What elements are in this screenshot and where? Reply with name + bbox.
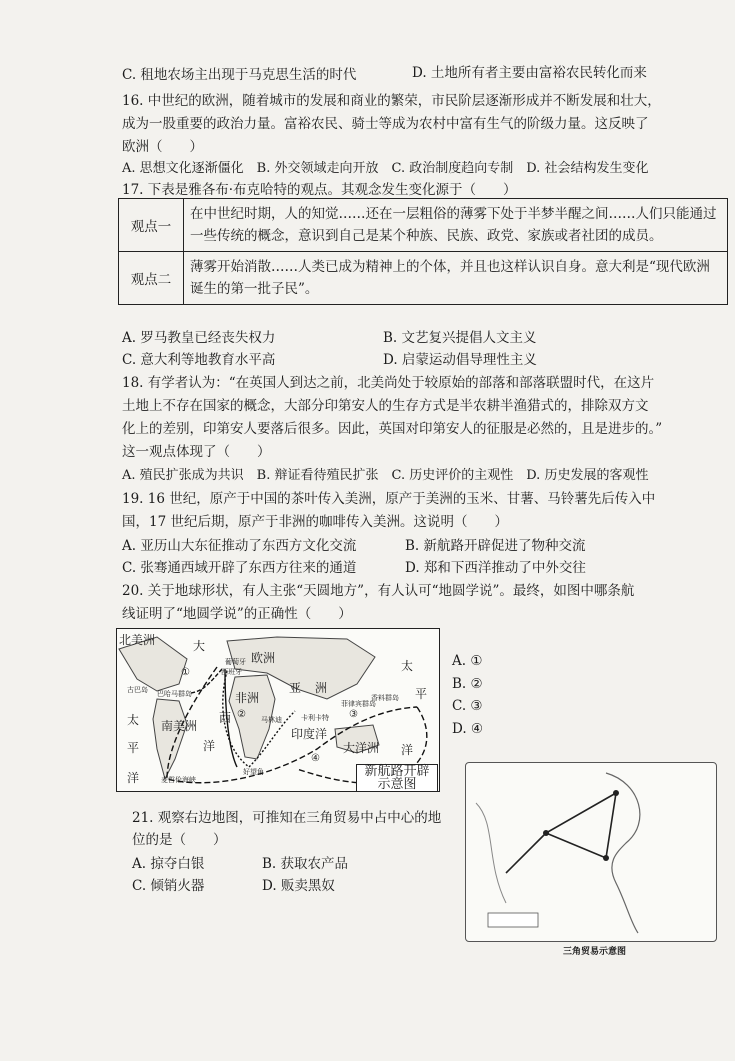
q20-option-a[interactable]: A. ① xyxy=(452,653,483,669)
map-label-philippines: 菲律宾群岛 xyxy=(341,700,376,708)
map-label-tai-right: 太 xyxy=(401,659,414,673)
map-title-line2: 示意图 xyxy=(377,777,417,792)
coastline-africa xyxy=(606,773,640,933)
q17-option-d[interactable]: D. 启蒙运动倡导理性主义 xyxy=(383,352,537,368)
map-label-yang-mid: 洋 xyxy=(203,739,216,753)
q19-option-a[interactable]: A. 亚历山大东征推动了东西方文化交流 xyxy=(122,538,357,554)
q19-option-b[interactable]: B. 新航路开辟促进了物种交流 xyxy=(405,538,586,554)
south-america-shape xyxy=(153,699,187,779)
triangular-trade-map xyxy=(465,762,717,942)
q15-option-d[interactable]: D. 土地所有者主要由富裕农民转化而来 xyxy=(412,65,647,81)
q20-option-d[interactable]: D. ④ xyxy=(452,721,484,737)
europe-node xyxy=(613,790,619,796)
map-label-asia-b: 洲 xyxy=(315,681,328,695)
q21-option-d[interactable]: D. 贩卖黑奴 xyxy=(262,878,335,894)
map-label-south-america: 南美洲 xyxy=(161,719,198,733)
map-label-magellan-strait: 麦哲伦海峡 xyxy=(161,776,196,784)
q20-stem-line2: 线证明了“地圆学说”的正确性（ ） xyxy=(122,606,352,622)
map-legend-box xyxy=(488,913,538,927)
africa-node xyxy=(603,855,609,861)
q17-option-a[interactable]: A. 罗马教皇已经丧失权力 xyxy=(122,330,276,346)
table-row xyxy=(119,252,728,305)
map-label-calicut: 卡利卡特 xyxy=(301,714,329,722)
map-label-moluccas: 香料群岛 xyxy=(371,694,399,702)
q16-stem-line3: 欧洲（ ） xyxy=(122,139,203,155)
map-label-indian-ocean: 印度洋 xyxy=(291,727,328,741)
q21-option-b[interactable]: B. 获取农产品 xyxy=(262,856,349,872)
map-label-asia-a: 亚 xyxy=(289,681,302,695)
q20-option-c[interactable]: C. ③ xyxy=(452,698,483,714)
map-label-portugal: 葡萄牙 xyxy=(225,658,246,666)
q16-stem-line1: 16. 中世纪的欧洲，随着城市的发展和商业的繁荣，市民阶层逐渐形成并不断发展和壮大， xyxy=(122,93,661,109)
map-label-africa: 非洲 xyxy=(235,691,260,705)
map-label-yang-left: 洋 xyxy=(127,771,140,785)
route-marker-3: ③ xyxy=(349,709,358,720)
trade-arrow-west xyxy=(506,833,546,873)
q20-option-b[interactable]: B. ② xyxy=(452,676,483,692)
map-label-bahamas: 巴哈马群岛 xyxy=(157,690,192,698)
map-title-box xyxy=(356,764,438,792)
q19-stem-line1: 19. 16 世纪，原产于中国的茶叶传入美洲，原产于美洲的玉米、甘薯、马铃薯先后传入中 xyxy=(122,491,656,507)
table-row xyxy=(119,199,728,252)
viewpoint-2-label: 观点二 xyxy=(119,252,184,305)
q18-stem-line2: 土地上不存在国家的概念，大部分印第安人的生存方式是半农耕半渔猎式的，排除双方文 xyxy=(122,398,649,414)
map-label-ping-left: 平 xyxy=(127,741,140,755)
q18-stem-line4: 这一观点体现了（ ） xyxy=(122,444,271,460)
q17-option-c[interactable]: C. 意大利等地教育水平高 xyxy=(122,352,276,368)
map-label-cuba: 古巴岛 xyxy=(127,686,148,694)
route-marker-1: ① xyxy=(181,667,190,678)
route-marker-2: ② xyxy=(237,709,246,720)
q17-option-b[interactable]: B. 文艺复兴提倡人文主义 xyxy=(383,330,537,346)
q17-stem: 17. 下表是雅各布·布克哈特的观点。其观念发生变化源于（ ） xyxy=(122,182,517,198)
q18-stem-line3: 化上的差别，印第安人要落后很多。因此，英国对印第安人的征服是必然的，且是进步的。” xyxy=(122,421,663,437)
map-label-north-america: 北美洲 xyxy=(119,633,156,647)
q16-options[interactable]: A. 思想文化逐渐僵化 B. 外交领域走向开放 C. 政治制度趋向专制 D. 社会结构发生变化 xyxy=(122,161,649,176)
q21-stem-line2: 位的是（ ） xyxy=(132,832,227,848)
map-title-line1: 新航路开辟 xyxy=(364,764,430,779)
map-label-yang-right: 洋 xyxy=(401,743,414,757)
route-marker-4: ④ xyxy=(311,753,320,764)
map-label-europe: 欧洲 xyxy=(251,651,276,665)
map-label-oceania: 大洋洲 xyxy=(343,741,380,755)
america-node xyxy=(543,830,549,836)
map-label-ping-right: 平 xyxy=(415,687,428,701)
q19-stem-line2: 国，17 世纪后期，原产于非洲的咖啡传入美洲。这说明（ ） xyxy=(122,514,508,530)
q18-options[interactable]: A. 殖民扩张成为共识 B. 辩证看待殖民扩张 C. 历史评价的主观性 D. 历史发展的客观性 xyxy=(122,468,649,483)
map-label-xi: 西 xyxy=(219,711,232,725)
map-label-da: 大 xyxy=(193,639,206,653)
map-label-cape: 好望角 xyxy=(243,768,264,776)
map-label-spain: 西班牙 xyxy=(221,668,242,676)
q17-viewpoint-table xyxy=(118,198,728,305)
route-1-line xyxy=(191,669,222,693)
trade-triangle xyxy=(546,793,616,858)
q19-option-d[interactable]: D. 郑和下西洋推动了中外交往 xyxy=(405,560,586,576)
map-label-tai-left: 太 xyxy=(127,713,140,727)
q21-option-c[interactable]: C. 倾销火器 xyxy=(132,878,205,894)
q19-option-c[interactable]: C. 张骞通西域开辟了东西方往来的通道 xyxy=(122,560,357,576)
map-label-malindi: 马林迪 xyxy=(261,716,282,724)
q16-stem-line2: 成为一股重要的政治力量。富裕农民、骑士等成为农村中富有生气的阶级力量。这反映了 xyxy=(122,116,649,132)
triangular-trade-caption: 三角贸易示意图 xyxy=(563,947,627,957)
triangular-trade-graphic xyxy=(466,763,716,941)
q18-stem-line1: 18. 有学者认为：“在英国人到达之前，北美尚处于较原始的部落和部落联盟时代，在这片 xyxy=(122,375,655,391)
viewpoint-1-label: 观点一 xyxy=(119,199,184,252)
viewpoint-1-text: 在中世纪时期，人的知觉……还在一层粗俗的薄雾下处于半梦半醒之间……人们只能通过一些传统的概念，意识到自己是某个种族、民族、政党、家族或者社团的成员。 xyxy=(184,199,728,252)
q20-stem-line1: 20. 关于地球形状，有人主张“天圆地方”，有人认可“地圆学说”。最终，如图中哪条航 xyxy=(122,583,635,599)
q15-option-c[interactable]: C. 租地农场主出现于马克思生活的时代 xyxy=(122,67,357,83)
viewpoint-2-text: 薄雾开始消散……人类已成为精神上的个体，并且也这样认识自身。意大利是“现代欧洲诞生的第一批子民”。 xyxy=(184,252,728,305)
coastline-americas xyxy=(476,803,506,903)
q21-option-a[interactable]: A. 掠夺白银 xyxy=(132,856,205,872)
q21-stem-line1: 21. 观察右边地图，可推知在三角贸易中占中心的地 xyxy=(132,810,442,826)
